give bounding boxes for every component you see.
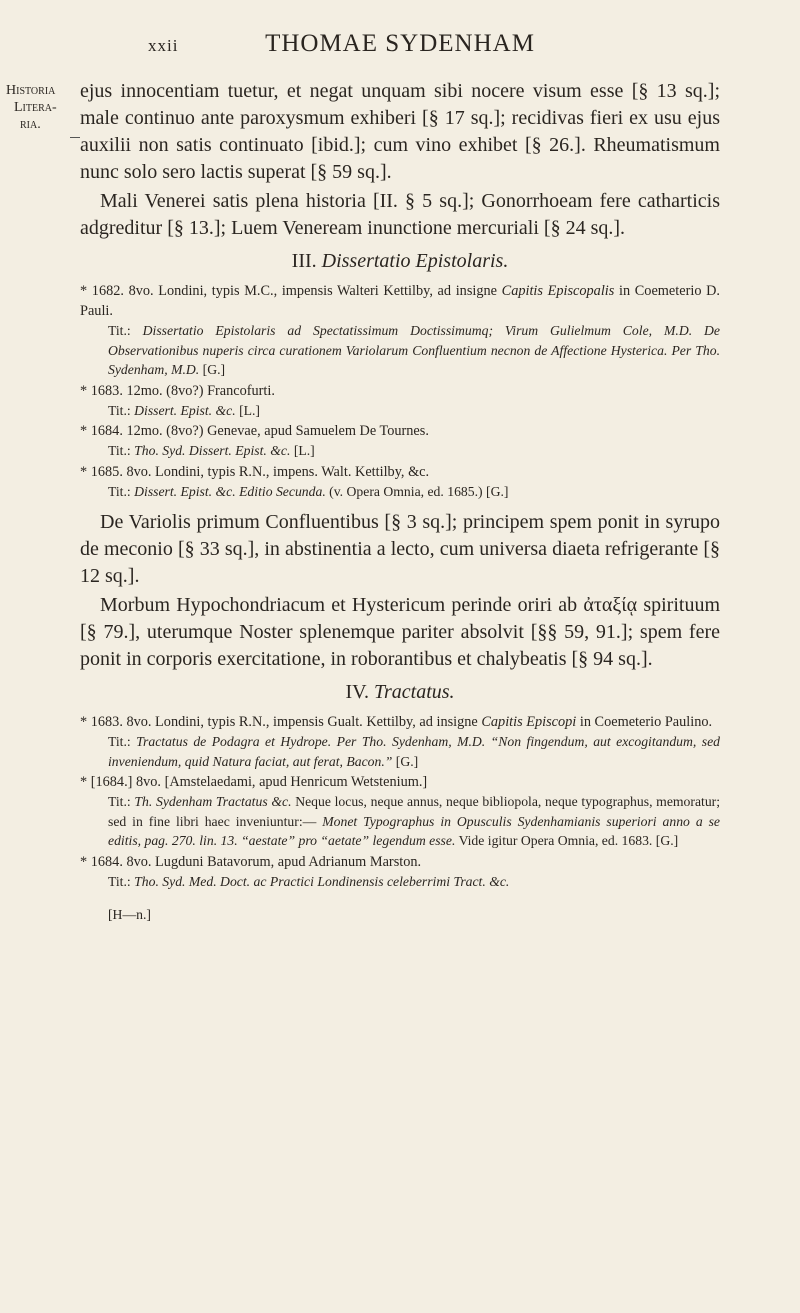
bibliography-entry bbox=[80, 772, 720, 851]
entry-reference: [H—n.] bbox=[108, 906, 151, 922]
entry-imprint: * 1683. 12mo. (8vo?) Francofurti. bbox=[80, 382, 275, 399]
entry-imprint: * 1685. 8vo. Londini, typis R.N., impens. Walt. Kettilby, &c. bbox=[80, 463, 430, 480]
bibliography-entry bbox=[80, 281, 720, 380]
section-heading-iii bbox=[80, 250, 720, 273]
section-numeral: IV. bbox=[345, 681, 369, 703]
bibliography-entry bbox=[80, 421, 720, 461]
paragraph-hysteria: Morbum Hypochondriacum et Hystericum perinde oriri ab ἀταξίᾳ spirituum [§ 79.], uterumque Noster splenemque pariter absolvit [§§ 59, 91.]; spem fere ponit in corporis exercitatione, in roborantibus et chalybeatis [§ 94 sq.]. bbox=[80, 594, 720, 670]
bibliography-entry bbox=[80, 852, 720, 925]
margin-rule bbox=[70, 137, 80, 138]
section-title: Tractatus. bbox=[373, 681, 455, 703]
section-heading-iv bbox=[80, 681, 720, 704]
entry-imprint: * 1684. 8vo. Lugduni Batavorum, apud Adrianum Marston. bbox=[80, 853, 422, 870]
entry-title: Tit.: Tractatus de Podagra et Hydrope. Per Tho. Sydenham, M.D. “Non fingendum, aut excogitandum, sed inveniendum, quid Natura faciat, aut ferat, Bacon.” [G.] bbox=[108, 734, 721, 769]
page-content bbox=[80, 78, 720, 938]
bibliography-entry bbox=[80, 712, 720, 771]
running-title: THOMAE SYDENHAM bbox=[265, 30, 535, 57]
paragraph-kina: ejus innocentiam tuetur, et negat unquam sibi nocere visum esse [§ 13 sq.]; male continuo ante paroxysmum exhiberi [§ 17 sq.]; recidivas fieri ex usu ejus auxilii non satis continuato [ibid.]; cum vino exhibet [§ 26.]. Rheumatismum nunc solo sero lactis superat [§ 59 sq.]. bbox=[80, 80, 720, 183]
entry-title: Tit.: Dissert. Epist. &c. Editio Secunda. (v. Opera Omnia, ed. 1685.) [G.] bbox=[108, 483, 509, 499]
section-numeral: III. bbox=[291, 250, 317, 272]
paragraph-lues: Mali Venerei satis plena historia [II. § 5 sq.]; Gonorrhoeam fere catharticis adgreditur [§ 13.]; Luem Veneream inunctione mercuriali [§ 24 sq.]. bbox=[80, 190, 720, 239]
entry-title: Tit.: Th. Sydenham Tractatus &c. Neque locus, neque annus, neque bibliopola, neque typographus, memoratur; sed in fine libri haec inveniuntur:— Monet Typographus in Opusculis Sydenhamianis superiori anno a se editis, pag. 270. lin. 13. “aestate” pro “aetate” legendum esse. Vide igitur Opera Omnia, ed. 1683. [G.] bbox=[108, 794, 721, 848]
entry-title: Tit.: Dissertatio Epistolaris ad Spectatissimum Doctissimumq; Virum Gulielmum Cole, M.D. De Observationibus nuperis circa curationem Variolarum Confluentium necnon de Affectione Hysterica. Per Tho. Sydenham, M.D. [G.] bbox=[108, 323, 721, 377]
entry-title: Tit.: Tho. Syd. Med. Doct. ac Practici Londinensis celeberrimi Tract. &c. bbox=[108, 873, 510, 889]
margin-note-line-1: Historia bbox=[6, 83, 56, 98]
entry-imprint: * 1683. 8vo. Londini, typis R.N., impensis Gualt. Kettilby, ad insigne Capitis Episcopi in Coemeterio Paulino. bbox=[80, 714, 713, 730]
running-header bbox=[0, 28, 800, 62]
page-number: xxii bbox=[148, 36, 179, 55]
section-title: Dissertatio Epistolaris. bbox=[321, 250, 509, 272]
bibliography-entry bbox=[80, 462, 720, 502]
entry-title: Tit.: Tho. Syd. Dissert. Epist. &c. [L.] bbox=[108, 443, 315, 458]
entry-title: Tit.: Dissert. Epist. &c. [L.] bbox=[108, 402, 260, 418]
bibliography-entry bbox=[80, 381, 720, 421]
margin-note-line-2: Litera- bbox=[14, 100, 57, 115]
entry-imprint: * 1682. 8vo. Londini, typis M.C., impensis Walteri Kettilby, ad insigne Capitis Episcopalis in Coemeterio D. Pauli. bbox=[80, 283, 721, 319]
entry-imprint: * [1684.] 8vo. [Amstelaedami, apud Henricum Wetstenium.] bbox=[80, 774, 428, 790]
margin-note bbox=[6, 82, 64, 133]
margin-note-line-3: ria. bbox=[20, 117, 41, 132]
entry-imprint: * 1684. 12mo. (8vo?) Genevae, apud Samuelem De Tournes. bbox=[80, 423, 429, 439]
paragraph-variolae: De Variolis primum Confluentibus [§ 3 sq.]; principem spem ponit in syrupo de meconio [§ 33 sq.], in abstinentia a lecto, cum universa diaeta refrigerante [§ 12 sq.]. bbox=[80, 511, 720, 587]
